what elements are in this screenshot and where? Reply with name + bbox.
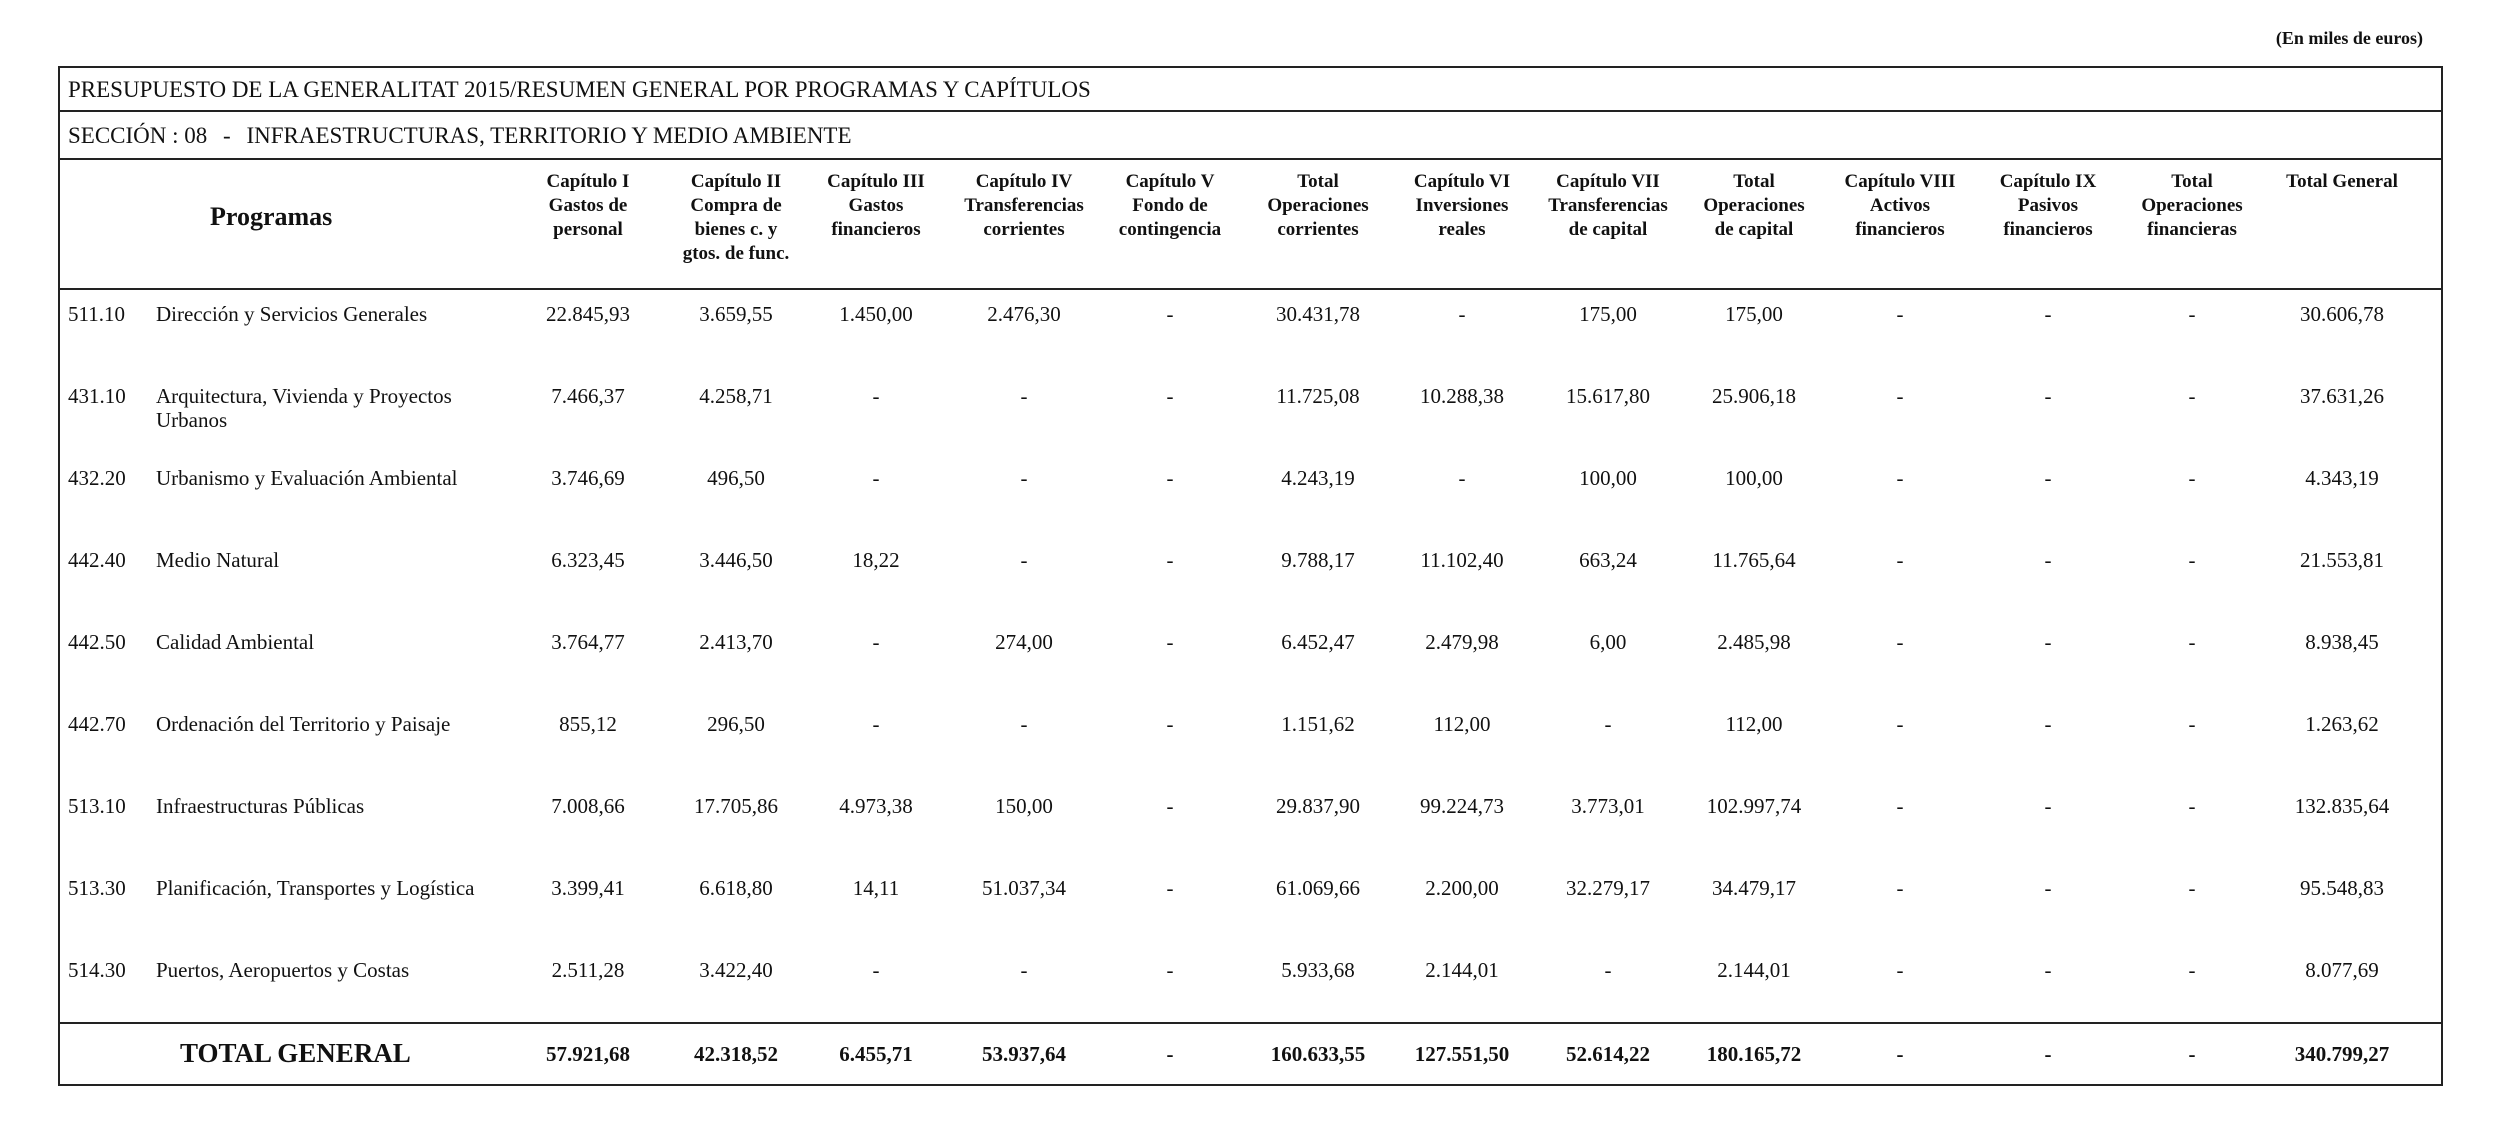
column-header-line: Operaciones: [2141, 195, 2243, 216]
total-value-cell: -: [1896, 1042, 1904, 1066]
value-cell: -: [1896, 302, 1904, 326]
value-cell: -: [1896, 876, 1904, 900]
value-cell: 6.618,80: [699, 876, 773, 900]
value-cell: -: [2188, 958, 2196, 982]
value-cell: 2.485,98: [1717, 630, 1791, 654]
value-cell: 2.479,98: [1425, 630, 1499, 654]
column-header-line: Inversiones: [1415, 195, 1509, 216]
value-cell: -: [1166, 384, 1174, 408]
value-cell: -: [1020, 466, 1028, 490]
column-header-line: Capítulo III: [827, 171, 925, 192]
budget-table: [58, 66, 2443, 1086]
value-cell: -: [1896, 712, 1904, 736]
column-header-line: Total: [1297, 171, 1339, 192]
total-value-cell: -: [1166, 1042, 1174, 1066]
value-cell: 21.553,81: [2300, 548, 2384, 572]
value-cell: -: [2044, 876, 2052, 900]
section-row: [60, 112, 2441, 160]
value-cell: 496,50: [707, 466, 765, 490]
value-cell: -: [1604, 958, 1612, 982]
program-name: Infraestructuras Públicas: [156, 794, 365, 818]
value-cell: 15.617,80: [1566, 384, 1650, 408]
program-code: 513.10: [68, 794, 126, 818]
value-cell: -: [1166, 712, 1174, 736]
program-code: 442.40: [68, 548, 126, 572]
program-code: 431.10: [68, 384, 126, 408]
value-cell: 4.343,19: [2305, 466, 2379, 490]
value-cell: 2.144,01: [1425, 958, 1499, 982]
value-cell: 22.845,93: [546, 302, 630, 326]
value-cell: 296,50: [707, 712, 765, 736]
column-header-1: [663, 170, 809, 266]
value-cell: -: [1896, 466, 1904, 490]
column-header-line: Operaciones: [1703, 195, 1805, 216]
header-row: [60, 160, 2441, 290]
program-code: 442.70: [68, 712, 126, 736]
total-value-cell: -: [2044, 1042, 2052, 1066]
value-cell: -: [2188, 548, 2196, 572]
total-value-cell: 180.165,72: [1706, 1042, 1802, 1066]
value-cell: 10.288,38: [1420, 384, 1504, 408]
section-label: SECCIÓN : 08: [68, 123, 208, 148]
value-cell: -: [2044, 630, 2052, 654]
column-header-line: Operaciones: [1267, 195, 1369, 216]
value-cell: -: [2188, 302, 2196, 326]
value-cell: 4.973,38: [839, 794, 913, 818]
column-header-line: financieros: [831, 219, 921, 240]
value-cell: -: [1020, 548, 1028, 572]
value-cell: -: [872, 384, 880, 408]
table-title: PRESUPUESTO DE LA GENERALITAT 2015/RESUMEN GENERAL POR PROGRAMAS Y CAPÍTULOS: [60, 68, 2441, 112]
unit-note: (En miles de euros): [2275, 28, 2423, 48]
value-cell: 2.413,70: [699, 630, 773, 654]
value-cell: -: [1166, 548, 1174, 572]
value-cell: 14,11: [852, 876, 900, 900]
column-header-line: Gastos de: [548, 195, 628, 216]
value-cell: 855,12: [559, 712, 617, 736]
value-cell: -: [2188, 794, 2196, 818]
value-cell: 4.258,71: [699, 384, 773, 408]
value-cell: -: [1896, 548, 1904, 572]
section-separator: -: [223, 123, 231, 148]
value-cell: -: [2044, 384, 2052, 408]
column-header-line: Capítulo IV: [975, 171, 1073, 192]
column-header-11: [2119, 170, 2265, 242]
value-cell: 3.773,01: [1571, 794, 1645, 818]
table-row: [60, 536, 2441, 618]
value-cell: 11.765,64: [1712, 548, 1796, 572]
value-cell: 30.606,78: [2300, 302, 2384, 326]
value-cell: -: [2188, 466, 2196, 490]
program-name: Dirección y Servicios Generales: [156, 302, 428, 326]
column-header-line: reales: [1438, 219, 1486, 240]
table-row: [60, 782, 2441, 864]
column-header-line: Transferencias: [964, 195, 1084, 216]
column-header-line: de capital: [1714, 219, 1794, 240]
value-cell: 175,00: [1725, 302, 1783, 326]
column-header-line: personal: [553, 219, 623, 240]
value-cell: -: [1166, 630, 1174, 654]
value-cell: -: [2188, 712, 2196, 736]
column-header-line: Capítulo I: [546, 171, 630, 192]
program-code: 513.30: [68, 876, 126, 900]
value-cell: 34.479,17: [1712, 876, 1796, 900]
value-cell: -: [2044, 548, 2052, 572]
value-cell: 3.659,55: [699, 302, 773, 326]
column-header-line: financieros: [1855, 219, 1945, 240]
value-cell: 7.466,37: [551, 384, 625, 408]
value-cell: -: [872, 958, 880, 982]
column-header-line: corrientes: [983, 219, 1065, 240]
value-cell: 37.631,26: [2300, 384, 2384, 408]
value-cell: -: [1020, 958, 1028, 982]
column-header-line: Capítulo IX: [1999, 171, 2097, 192]
value-cell: 102.997,74: [1706, 794, 1802, 818]
column-header-7: [1535, 170, 1681, 242]
column-header-6: [1389, 170, 1535, 242]
value-cell: 112,00: [1725, 712, 1783, 736]
column-header-line: bienes c. y: [694, 219, 778, 240]
program-code: 442.50: [68, 630, 126, 654]
value-cell: 150,00: [995, 794, 1053, 818]
value-cell: -: [872, 630, 880, 654]
section-name: INFRAESTRUCTURAS, TERRITORIO Y MEDIO AMBIENTE: [246, 123, 852, 148]
value-cell: 11.725,08: [1276, 384, 1360, 408]
value-cell: -: [2188, 876, 2196, 900]
column-header-line: financieros: [2003, 219, 2093, 240]
value-cell: 11.102,40: [1420, 548, 1504, 572]
program-name: Medio Natural: [156, 548, 280, 572]
program-name: Ordenación del Territorio y Paisaje: [156, 712, 451, 736]
value-cell: 3.746,69: [551, 466, 625, 490]
column-header-line: Total: [1733, 171, 1775, 192]
value-cell: 2.200,00: [1425, 876, 1499, 900]
value-cell: 100,00: [1579, 466, 1637, 490]
value-cell: -: [1020, 384, 1028, 408]
value-cell: -: [1166, 876, 1174, 900]
value-cell: 1.450,00: [839, 302, 913, 326]
column-header-line: de capital: [1568, 219, 1648, 240]
program-name: Puertos, Aeropuertos y Costas: [156, 958, 410, 982]
column-header-line: Total General: [2286, 171, 2398, 192]
column-header-line: Total: [2171, 171, 2213, 192]
program-name: Arquitectura, Vivienda y Proyectos Urbanos: [156, 384, 452, 432]
table-row: [60, 290, 2441, 372]
value-cell: 30.431,78: [1276, 302, 1360, 326]
value-cell: 3.446,50: [699, 548, 773, 572]
value-cell: -: [2044, 466, 2052, 490]
value-cell: 3.399,41: [551, 876, 625, 900]
value-cell: -: [1166, 466, 1174, 490]
total-value-cell: 53.937,64: [982, 1042, 1066, 1066]
column-header-line: Capítulo II: [690, 171, 782, 192]
value-cell: 6.323,45: [551, 548, 625, 572]
column-header-line: contingencia: [1118, 219, 1222, 240]
column-header-line: Capítulo VII: [1556, 171, 1660, 192]
total-value-cell: 52.614,22: [1566, 1042, 1650, 1066]
total-value-cell: -: [2188, 1042, 2196, 1066]
value-cell: 25.906,18: [1712, 384, 1796, 408]
total-value-cell: 127.551,50: [1414, 1042, 1510, 1066]
value-cell: 32.279,17: [1566, 876, 1650, 900]
column-header-4: [1097, 170, 1243, 242]
column-header-line: financieras: [2147, 219, 2237, 240]
column-header-line: corrientes: [1277, 219, 1359, 240]
program-code: 514.30: [68, 958, 126, 982]
value-cell: -: [1896, 384, 1904, 408]
value-cell: -: [1166, 302, 1174, 326]
value-cell: 8.938,45: [2305, 630, 2379, 654]
column-header-line: Compra de: [690, 195, 782, 216]
value-cell: -: [1020, 712, 1028, 736]
value-cell: -: [2044, 794, 2052, 818]
value-cell: 2.144,01: [1717, 958, 1791, 982]
value-cell: 61.069,66: [1276, 876, 1360, 900]
table-row: [60, 372, 2441, 454]
value-cell: -: [872, 466, 880, 490]
value-cell: -: [872, 712, 880, 736]
programas-header: Programas: [210, 202, 333, 231]
value-cell: 6.452,47: [1281, 630, 1355, 654]
value-cell: 7.008,66: [551, 794, 625, 818]
value-cell: -: [2044, 958, 2052, 982]
value-cell: 17.705,86: [694, 794, 778, 818]
program-name: Urbanismo y Evaluación Ambiental: [156, 466, 458, 490]
program-name: Planificación, Transportes y Logística: [156, 876, 475, 900]
column-header-3: [951, 170, 1097, 242]
column-header-line: Gastos: [848, 195, 904, 216]
value-cell: -: [1166, 794, 1174, 818]
total-value-cell: 42.318,52: [694, 1042, 778, 1066]
value-cell: 9.788,17: [1281, 548, 1355, 572]
total-value-cell: 160.633,55: [1270, 1042, 1366, 1066]
value-cell: -: [1458, 466, 1466, 490]
program-name: Calidad Ambiental: [156, 630, 315, 654]
total-label: TOTAL GENERAL: [180, 1038, 411, 1068]
column-header-line: Fondo de: [1132, 195, 1208, 216]
column-header-8: [1681, 170, 1827, 242]
column-header-9: [1827, 170, 1973, 242]
value-cell: 132.835,64: [2294, 794, 2390, 818]
value-cell: -: [1604, 712, 1612, 736]
value-cell: 3.764,77: [551, 630, 625, 654]
value-cell: 1.263,62: [2305, 712, 2379, 736]
value-cell: 274,00: [995, 630, 1053, 654]
value-cell: -: [1458, 302, 1466, 326]
value-cell: 1.151,62: [1281, 712, 1355, 736]
program-code: 511.10: [68, 302, 125, 326]
column-header-line: Capítulo VI: [1413, 171, 1511, 192]
total-value-cell: 57.921,68: [546, 1042, 630, 1066]
value-cell: 663,24: [1579, 548, 1637, 572]
value-cell: -: [1166, 958, 1174, 982]
value-cell: 18,22: [852, 548, 900, 572]
value-cell: 95.548,83: [2300, 876, 2384, 900]
column-header-10: [1975, 170, 2121, 242]
total-value-cell: 340.799,27: [2294, 1042, 2390, 1066]
column-header-line: Pasivos: [2017, 195, 2079, 216]
value-cell: 2.476,30: [987, 302, 1061, 326]
value-cell: 100,00: [1725, 466, 1783, 490]
value-cell: -: [2188, 630, 2196, 654]
total-value-cell: 6.455,71: [839, 1042, 913, 1066]
value-cell: 175,00: [1579, 302, 1637, 326]
column-header-line: Capítulo VIII: [1844, 171, 1956, 192]
column-header-5: [1245, 170, 1391, 242]
value-cell: -: [2044, 302, 2052, 326]
column-header-2: [803, 170, 949, 242]
value-cell: 8.077,69: [2305, 958, 2379, 982]
table-row: [60, 864, 2441, 946]
table-row: [60, 454, 2441, 536]
value-cell: 4.243,19: [1281, 466, 1355, 490]
value-cell: 29.837,90: [1276, 794, 1360, 818]
table-row: [60, 946, 2441, 1028]
column-header-0: [515, 170, 661, 242]
column-header-line: Transferencias: [1548, 195, 1668, 216]
value-cell: 99.224,73: [1420, 794, 1504, 818]
column-header-12: [2269, 170, 2415, 194]
table-row: [60, 700, 2441, 782]
column-header-line: Activos: [1869, 195, 1931, 216]
value-cell: -: [2044, 712, 2052, 736]
value-cell: -: [1896, 958, 1904, 982]
total-row: [60, 1022, 2441, 1086]
value-cell: 5.933,68: [1281, 958, 1355, 982]
value-cell: 51.037,34: [982, 876, 1066, 900]
table-row: [60, 618, 2441, 700]
column-header-line: Capítulo V: [1125, 171, 1215, 192]
value-cell: -: [1896, 794, 1904, 818]
value-cell: 2.511,28: [551, 958, 625, 982]
value-cell: -: [1896, 630, 1904, 654]
program-code: 432.20: [68, 466, 126, 490]
value-cell: 3.422,40: [699, 958, 773, 982]
column-header-line: gtos. de func.: [682, 243, 790, 264]
value-cell: -: [2188, 384, 2196, 408]
value-cell: 6,00: [1589, 630, 1627, 654]
value-cell: 112,00: [1433, 712, 1491, 736]
